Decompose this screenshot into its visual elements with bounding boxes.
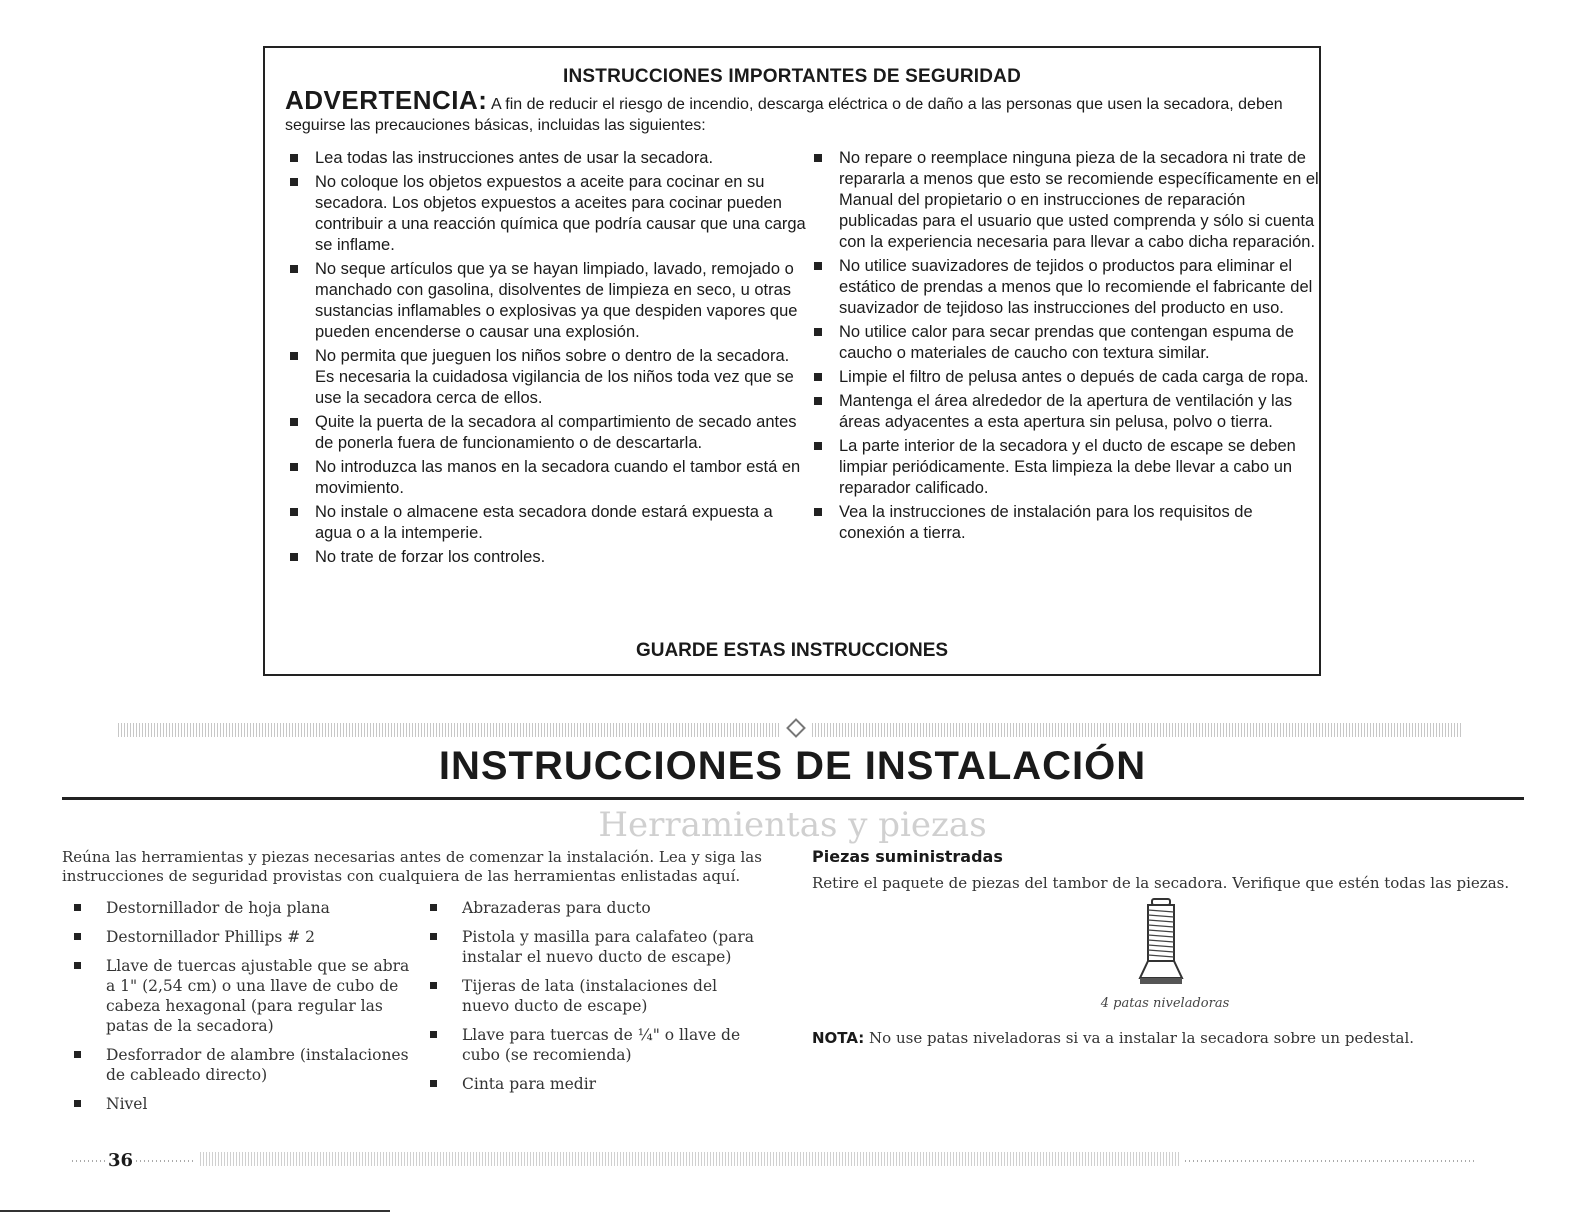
square-bullet-icon xyxy=(290,154,298,162)
section-title: INSTRUCCIONES DE INSTALACIÓN xyxy=(438,744,1147,788)
list-item: No repare o reemplace ninguna pieza de la secadora ni trate de repararla a menos que esto se recomiende específicamente en el Manual del propietario o en instrucciones de reparación publicadas para el usuario que usted comprenda y sólo si cuenta con la experiencia necesaria para llevar a cabo dicha reparación. xyxy=(813,148,1323,253)
square-bullet-icon xyxy=(814,328,822,336)
square-bullet-icon xyxy=(74,1051,81,1058)
note-text: No use patas niveladoras si va a instalar la secadora sobre un pedestal. xyxy=(864,1029,1415,1047)
note-label: NOTA: xyxy=(812,1029,865,1047)
square-bullet-icon xyxy=(430,933,437,940)
list-item: Mantenga el área alrededor de la apertura de ventilación y las áreas adyacentes a esta apertura sin pelusa, polvo o tierra. xyxy=(813,391,1323,433)
square-bullet-icon xyxy=(74,933,81,940)
list-item: Llave para tuercas de ¼" o llave de cubo (se recomienda) xyxy=(418,1025,768,1065)
bottom-rule xyxy=(0,1210,390,1212)
footer-ornament-band xyxy=(200,1152,1180,1166)
save-instructions-footer: GUARDE ESTAS INSTRUCCIONES xyxy=(635,640,949,661)
square-bullet-icon xyxy=(430,904,437,911)
square-bullet-icon xyxy=(74,904,81,911)
list-item: No coloque los objetos expuestos a aceite para cocinar en su secadora. Los objetos expuestos a aceites para cocinar pueden contribuir a una reacción química que podría causar que una carga se inflame. xyxy=(289,172,809,256)
list-item: No trate de forzar los controles. xyxy=(289,547,809,568)
note xyxy=(812,1029,1532,1048)
footer-dots-right xyxy=(1185,1160,1475,1162)
list-item: Tijeras de lata (instalaciones del nuevo ducto de escape) xyxy=(418,976,768,1016)
square-bullet-icon xyxy=(74,1100,81,1107)
square-bullet-icon xyxy=(814,262,822,270)
safety-instructions-box xyxy=(263,46,1321,676)
tools-intro: Reúna las herramientas y piezas necesarias antes de comenzar la instalación. Lea y siga las instrucciones de seguridad provistas con cualquiera de las herramientas enlistadas aquí. xyxy=(62,848,762,885)
safety-left-column xyxy=(289,148,809,571)
section-divider xyxy=(62,797,1524,800)
square-bullet-icon xyxy=(290,352,298,360)
square-bullet-icon xyxy=(430,1031,437,1038)
warning-intro xyxy=(285,85,1305,136)
footer-dots-mid xyxy=(136,1160,196,1162)
square-bullet-icon xyxy=(290,553,298,561)
list-item: Quite la puerta de la secadora al compartimiento de secado antes de ponerla fuera de funcionamiento o de descartarla. xyxy=(289,412,809,454)
list-item: No utilice calor para secar prendas que contengan espuma de caucho o materiales de caucho con textura similar. xyxy=(813,322,1323,364)
square-bullet-icon xyxy=(814,508,822,516)
page-number: 36 xyxy=(108,1150,134,1171)
list-item: No permita que jueguen los niños sobre o dentro de la secadora. Es necesaria la cuidadosa vigilancia de los niños toda vez que se use la secadora cerca de ellos. xyxy=(289,346,809,409)
square-bullet-icon xyxy=(290,178,298,186)
list-item: Pistola y masilla para calafateo (para instalar el nuevo ducto de escape) xyxy=(418,927,768,967)
leveling-leg-icon xyxy=(1136,898,1186,986)
square-bullet-icon xyxy=(814,373,822,381)
square-bullet-icon xyxy=(290,265,298,273)
square-bullet-icon xyxy=(430,1080,437,1087)
square-bullet-icon xyxy=(74,962,81,969)
parts-heading: Piezas suministradas xyxy=(812,847,1003,866)
warning-word: ADVERTENCIA: xyxy=(285,85,488,115)
safety-title: INSTRUCCIONES IMPORTANTES DE SEGURIDAD xyxy=(563,66,1021,87)
warning-text: A fin de reducir el riesgo de incendio, descarga eléctrica o de daño a las personas que usen la secadora, deben seguirse las precauciones básicas, incluidas las siguientes: xyxy=(285,96,1283,134)
square-bullet-icon xyxy=(290,508,298,516)
list-item: Vea la instrucciones de instalación para los requisitos de conexión a tierra. xyxy=(813,502,1323,544)
list-item: No instale o almacene esta secadora donde estará expuesta a agua o a la intemperie. xyxy=(289,502,809,544)
square-bullet-icon xyxy=(814,442,822,450)
tools-list-left xyxy=(62,898,422,1123)
parts-text: Retire el paquete de piezas del tambor de la secadora. Verifique que estén todas las piezas. xyxy=(812,874,1510,892)
ornament-band-left xyxy=(118,723,780,737)
list-item: Llave de tuercas ajustable que se abra a 1" (2,54 cm) o una llave de cubo de cabeza hexagonal (para regular las patas de la secadora) xyxy=(62,956,422,1036)
list-item: Destornillador de hoja plana xyxy=(62,898,422,918)
square-bullet-icon xyxy=(290,418,298,426)
tools-list-right xyxy=(418,898,768,1103)
diamond-ornament-icon xyxy=(786,718,806,738)
list-item: No seque artículos que ya se hayan limpiado, lavado, remojado o manchado con gasolina, disolventes de limpieza en seco, u otras sustancias inflamables o explosivas ya que despiden vapores que pueden encenderse o causar una explosión. xyxy=(289,259,809,343)
list-item: Cinta para medir xyxy=(418,1074,768,1094)
square-bullet-icon xyxy=(290,463,298,471)
list-item: Nivel xyxy=(62,1094,422,1114)
list-item: Desforrador de alambre (instalaciones de cableado directo) xyxy=(62,1045,422,1085)
list-item: La parte interior de la secadora y el ducto de escape se deben limpiar periódicamente. Esta limpieza la debe llevar a cabo un reparador calificado. xyxy=(813,436,1323,499)
figure-caption: 4 patas niveladoras xyxy=(1100,996,1230,1011)
list-item: Lea todas las instrucciones antes de usar la secadora. xyxy=(289,148,809,169)
footer-dots-left xyxy=(72,1160,106,1162)
list-item: No introduzca las manos en la secadora cuando el tambor está en movimiento. xyxy=(289,457,809,499)
square-bullet-icon xyxy=(814,154,822,162)
square-bullet-icon xyxy=(430,982,437,989)
ornament-band-right xyxy=(812,723,1462,737)
section-subtitle: Herramientas y piezas xyxy=(598,805,987,845)
safety-right-column xyxy=(813,148,1323,547)
list-item: Destornillador Phillips # 2 xyxy=(62,927,422,947)
list-item: No utilice suavizadores de tejidos o productos para eliminar el estático de prendas a menos que lo recomiende el fabricante del suavizador de tejidoso las instrucciones del producto en uso. xyxy=(813,256,1323,319)
list-item: Limpie el filtro de pelusa antes o depués de cada carga de ropa. xyxy=(813,367,1323,388)
square-bullet-icon xyxy=(814,397,822,405)
list-item: Abrazaderas para ducto xyxy=(418,898,768,918)
